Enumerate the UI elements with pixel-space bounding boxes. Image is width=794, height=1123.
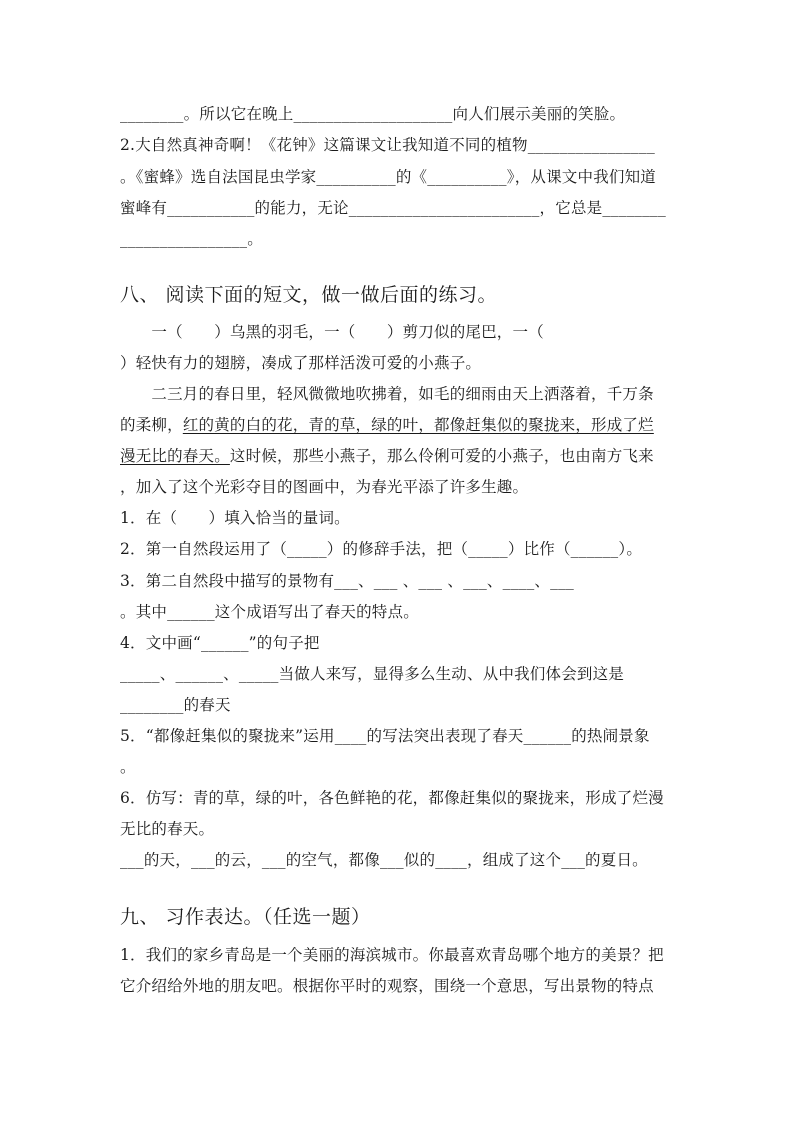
passage-p2-line-2-pre: 的柔柳， [120,416,183,434]
question-5: 5．“都像赶集似的聚拢来”运用____的写法突出表现了春天______的热闹景象 [120,727,650,745]
question-6-cont: 无比的春天。 [120,820,215,838]
question-4-cont-2: ________的春天 [120,696,231,714]
question-4: 4．文中画“______”的句子把 [120,634,320,652]
question-1: 1．在（ ）填入恰当的量词。 [120,509,350,527]
question-6: 6．仿写：青的草，绿的叶，各色鲜艳的花，都像赶集似的聚拢来，形成了烂漫 [120,789,664,807]
s7-line-1: ________。所以它在晚上____________________向人们展示美丽的笑脸。 [120,105,626,123]
question-5-cont: 。 [120,758,136,776]
passage-p1-line-1: 一（ ）乌黑的羽毛，一（ ）剪刀似的尾巴，一（ [120,323,544,341]
underlined-sentence-part-2: 漫无比的春天。 [120,447,230,465]
s7-line-4: 蜜峰有___________的能力，无论________________________，它总是________ [120,199,666,217]
passage-p2-line-3-post: 这时候，那些小燕子，那么伶俐可爱的小燕子，也由南方飞来 [229,447,654,465]
question-3: 3．第二自然段中描写的景物有___、___ 、___ 、___、____、___ [120,572,574,590]
question-4-cont-1: _____、______、_____当做人来写，显得多么生动、从中我们体会到这是 [120,665,625,683]
passage-p2-line-2 [120,415,680,435]
section8-heading: 八、 阅读下面的短文，做一做后面的练习。 [120,284,498,306]
passage-p2-line-3 [120,446,680,466]
question-6-fill: ___的天，___的云，___的空气，都像___似的____，组成了这个___的夏日。 [120,851,648,869]
question-3-cont: 。其中______这个成语写出了春天的特点。 [120,603,419,621]
s7-line-2: 2.大自然真神奇啊！《花钟》这篇课文让我知道不同的植物________________ [120,136,655,154]
s7-line-3: 。《蜜蜂》选自法国昆虫学家__________的《__________》，从课文中我们知道 [120,168,657,186]
passage-p1-line-2: ）轻快有力的翅膀，凑成了那样活泼可爱的小燕子。 [120,354,482,372]
underlined-sentence-part-1: 红的黄的白的花，青的草，绿的叶，都像赶集似的聚拢来，形成了烂 [182,416,654,434]
passage-p2-line-1: 二三月的春日里，轻风微微地吹拂着，如毛的细雨由天上洒落着，千万条 [120,385,654,403]
question-2: 2．第一自然段运用了（_____）的修辞手法，把（_____）比作（______）。 [120,540,643,558]
passage-p2-line-4: ，加入了这个光彩夺目的图画中，为春光平添了许多生趣。 [120,478,529,496]
section9-heading: 九、 习作表达。（任选一题） [120,906,371,928]
writing-prompt-line-1: 1．我们的家乡青岛是一个美丽的海滨城市。你最喜欢青岛哪个地方的美景？把 [120,946,664,964]
s7-line-5: ________________。 [120,230,263,248]
writing-prompt-line-2: 它介绍给外地的朋友吧。根据你平时的观察，围绕一个意思，写出景物的特点 [120,977,654,995]
